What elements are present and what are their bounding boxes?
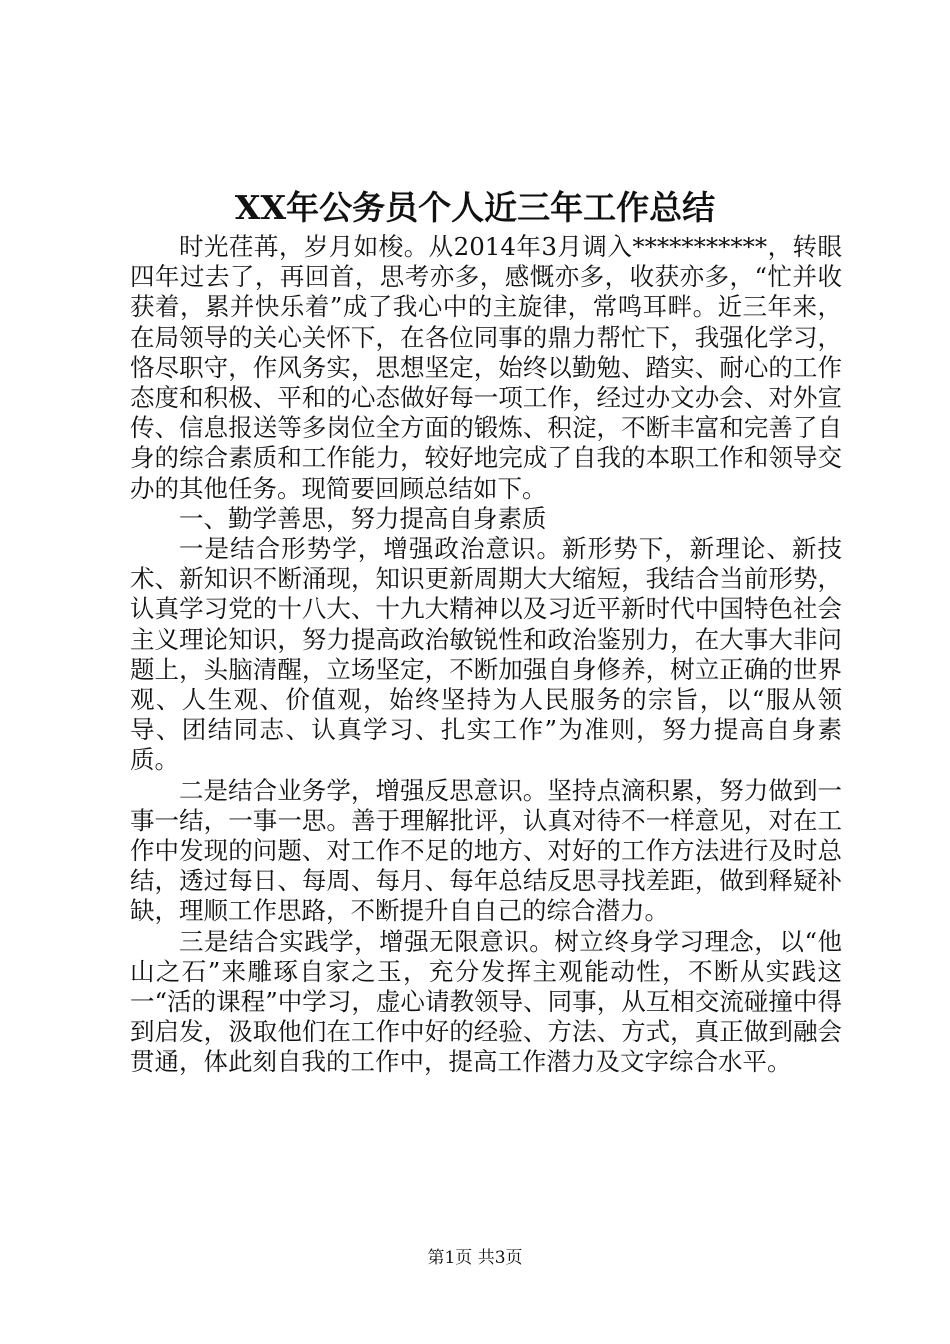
document-title: XX年公务员个人近三年工作总结 bbox=[234, 188, 716, 227]
body-paragraph: 三是结合实践学，增强无限意识。树立终身学习理念，以“他山之石”来雕琢自家之玉，充分发挥主观能动性，不断从实践这一“活的课程”中学习，虚心请教领导、同事，从互相交流碰撞中得到启发，汲取他们在工作中好的经验、方法、方式，真正做到融会贯通，体此刻自我的工作中，提高工作潜力及文字综合水平。 bbox=[130, 926, 842, 1077]
body-paragraph: 一是结合形势学，增强政治意识。新形势下，新理论、新技术、新知识不断涌现，知识更新周期大大缩短，我结合当前形势，认真学习党的十八大、十九大精神以及习近平新时代中国特色社会主义理论知识，努力提高政治敏锐性和政治鉴别力，在大事大非问题上，头脑清醒，立场坚定，不断加强自身修养，树立正确的世界观、人生观、价值观，始终坚持为人民服务的宗旨，以“服从领导、团结同志、认真学习、扎实工作”为准则，努力提高自身素质。 bbox=[130, 534, 842, 775]
section-heading: 一、勤学善思，努力提高自身素质 bbox=[179, 503, 547, 533]
document-body bbox=[130, 232, 842, 1078]
page-number-footer: 第1页 共3页 bbox=[427, 1248, 523, 1268]
intro-paragraph: 时光荏苒，岁月如梭。从2014年3月调入***********，转眼四年过去了，再回首，思考亦多，感慨亦多，收获亦多，“忙并收获着，累并快乐着”成了我心中的主旋律，常鸣耳畔。近三年来，在局领导的关心关怀下，在各位同事的鼎力帮忙下，我强化学习，恪尽职守，作风务实，思想坚定，始终以勤勉、踏实、耐心的工作态度和积极、平和的心态做好每一项工作，经过办文办会、对外宣传、信息报送等多岗位全方面的锻炼、积淀，不断丰富和完善了自身的综合素质和工作能力，较好地完成了自我的本职工作和领导交办的其他任务。现简要回顾总结如下。 bbox=[130, 232, 842, 503]
body-paragraph: 二是结合业务学，增强反思意识。坚持点滴积累，努力做到一事一结，一事一思。善于理解批评，认真对待不一样意见，对在工作中发现的问题、对工作不足的地方、对好的工作方法进行及时总结，透过每日、每周、每月、每年总结反思寻找差距，做到释疑补缺，理顺工作思路，不断提升自自己的综合潜力。 bbox=[130, 775, 842, 926]
